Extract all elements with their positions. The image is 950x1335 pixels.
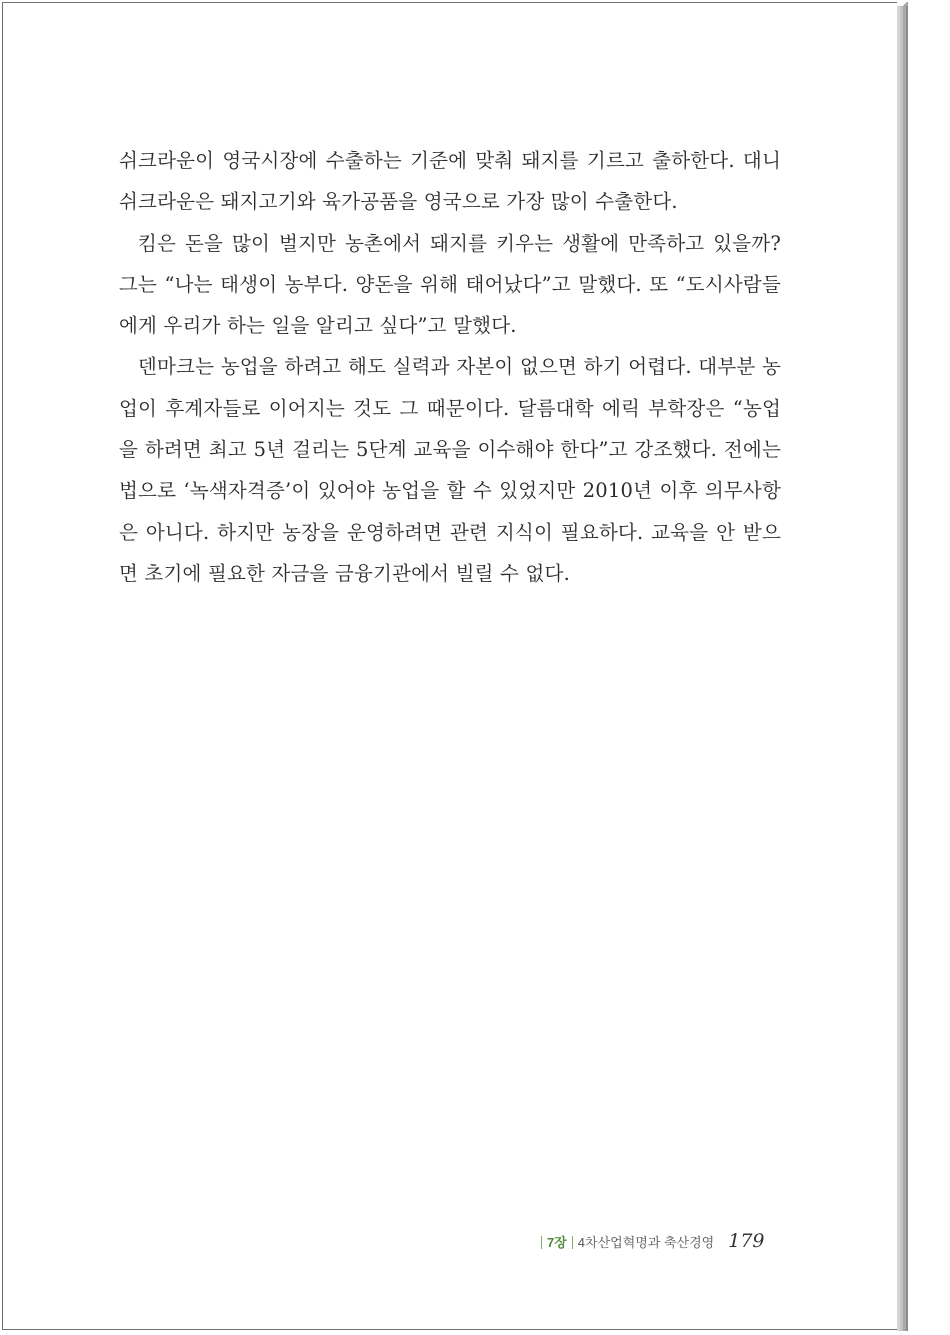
page-edge [906, 6, 908, 1331]
section-title: 4차산업혁명과 축산경영 [577, 1235, 715, 1250]
paragraph: 쉬크라운이 영국시장에 수출하는 기준에 맞춰 돼지를 기르고 출하한다. 대니쉬크라운은 돼지고기와 육가공품을 영국으로 가장 많이 수출한다. [119, 149, 781, 214]
body-text [119, 140, 781, 594]
footer-divider [572, 1236, 573, 1249]
paragraph: 덴마크는 농업을 하려고 해도 실력과 자본이 없으면 하기 어렵다. 대부분 농업이 후계자들로 이어지는 것도 그 때문이다. 달름대학 에릭 부학장은 “농업을 하려면 최고 5년 걸리는 5단계 교육을 이수해야 한다”고 강조했다. 전에는 법으로 ‘녹색자격증’이 있어야 농업을 할 수 있었지만 2010년 이후 의무사항은 아니다. 하지만 농장을 운영하려면 관련 지식이 필요하다. 교육을 안 받으면 초기에 필요한 자금을 금융기관에서 빌릴 수 없다. [119, 355, 781, 585]
paragraph: 킴은 돈을 많이 벌지만 농촌에서 돼지를 키우는 생활에 만족하고 있을까? 그는 “나는 태생이 농부다. 양돈을 위해 태어났다”고 말했다. 또 “도시사람들에게 우리가 하는 일을 알리고 싶다”고 말했다. [119, 231, 781, 338]
chapter-label: 7장 [547, 1235, 567, 1250]
footer-divider [541, 1236, 542, 1249]
page-number: 179 [728, 1230, 765, 1252]
page-footer [536, 1230, 765, 1252]
